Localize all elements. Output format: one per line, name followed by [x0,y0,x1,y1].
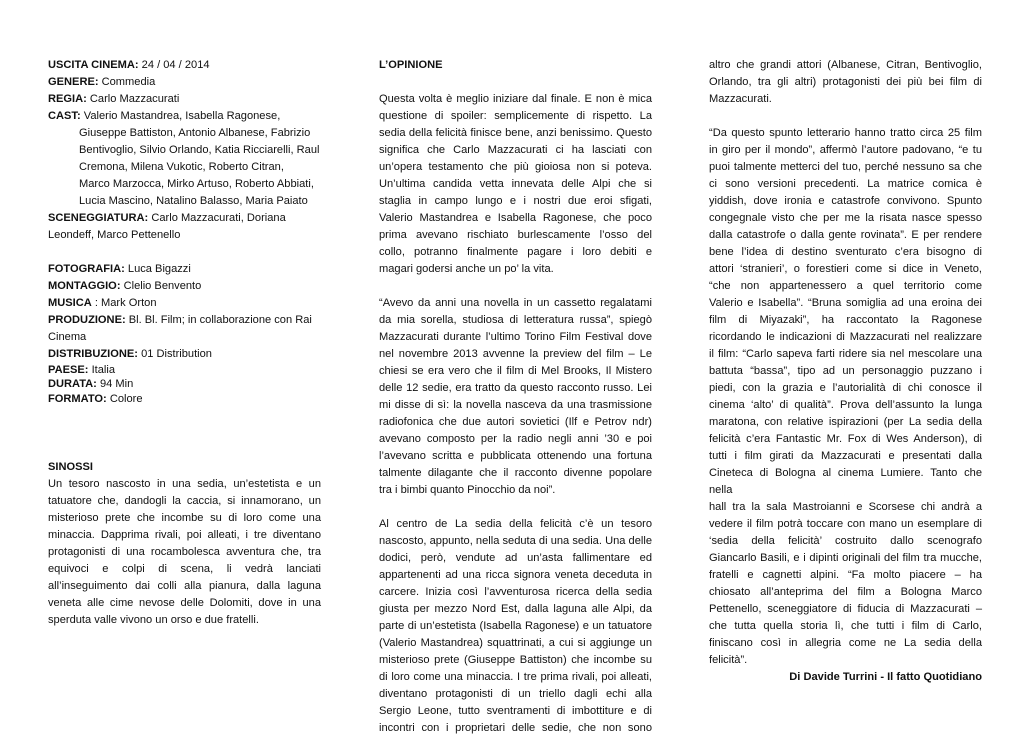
sinossi-line: all’inseguimento dai colli alla pianura, dalla laguna [48,580,321,592]
sinossi-line: minaccia. Dapprima rivali, poi alleati, i tre diventano [48,529,321,541]
text-line: congegnale visto che per me la risata nasce spesso [709,212,982,224]
text-line: “Da questo spunto letterario hanno tratto circa 25 film [709,127,982,139]
text-line: Valerio Mastandrea e Isabella Ragonese, che poco [379,212,652,224]
text-line: sedia della felicità finisce bene, anzi benissimo. Questo [379,127,652,139]
sinossi-line: tatuatore che, dandogli la caccia, si innamorano, un [48,495,321,507]
text-line: felicità c’era Fantastic Mr. Fox di Wes Anderson), di [709,433,982,445]
text-line: mi disse di sì: la novella nasceva da una trasmissione [379,399,652,411]
text-line: che tutta quella storia lì, che tutti i film di Carlo, [709,620,982,632]
credit-distribuzione: DISTRIBUZIONE: 01 Distribution [48,348,212,360]
text-line: hall tra la sala Mastroianni e Scorsese chi andrà a [709,501,982,513]
paragraph-2 [379,295,652,499]
credit-sceneggiatura-line2: Leondeff, Marco Pettenello [48,229,181,241]
text-line: nascosto, appunto, nella seduta di una sedia. Una delle [379,535,652,547]
text-line: yiddish, dove ironia e catastrofe convivono. Spunto [709,195,982,207]
text-line: da mia sorella, studiosa di letteratura russa”, spiegò [379,314,652,326]
text-line: Al centro de La sedia della felicità c’è un tesoro [379,518,652,530]
sinossi-line: misterioso prete che incombe su di loro come una [48,512,321,524]
text-line: ci sono versioni precedenti. La matrice comica è [709,178,982,190]
text-line: avevano composto per la radio negli anni ’30 e poi [379,433,652,445]
text-line: fratelli e cagnetti alpini. “Fa molto piacere – ha [709,569,982,581]
text-line: tutti i film girati da Mazzacurati e presentati dalla [709,450,982,462]
paragraph-3 [379,516,652,737]
credit-durata: DURATA: 94 Min [48,378,134,390]
credit-cast: CAST: Valerio Mastandrea, Isabella Ragonese, [48,110,281,122]
credit-uscita: USCITA CINEMA: 24 / 04 / 2014 [48,59,210,71]
credit-paese: PAESE: Italia [48,364,115,376]
credits-column [48,57,321,629]
text-line: di loro come una minaccia. I tre prima rivali, poi alleati, [379,671,652,683]
text-line: incontri con i proprietari delle sedie, che non sono [379,722,652,734]
text-line: dalla catastrofe o dalla gente rovinata”. E per rendere [709,229,982,241]
text-line: il film: “Carlo sapeva farti ridere sia nel mescolare una [709,348,982,360]
text-line: significa che Carlo Mazzacurati ci ha lasciati con [379,144,652,156]
paragraph-5 [709,125,982,669]
text-line: “che non appartenessero a quel territorio come [709,280,982,292]
text-line: (Valerio Mastandrea) squattrinati, a cui si aggiunge un [379,637,652,649]
cast-line: Giuseppe Battiston, Antonio Albanese, Fabrizio [79,127,311,139]
cast-line: Bentivoglio, Silvio Orlando, Katia Ricciarelli, Raul [79,144,320,156]
text-line: vedere il film potrà toccare con mano un esemplare di [709,518,982,530]
opinione-heading: L’OPINIONE [379,59,443,71]
credit-produzione-line2: Cinema [48,331,87,343]
text-line: puoi talmente metterci del tuo, perché nessuno sa che [709,161,982,173]
text-line: collo, potranno finalmente pagare i loro debiti e [379,246,652,258]
sinossi-heading: SINOSSI [48,461,94,473]
text-line: Un’ultima candida vetta innevata delle Alpi che si [379,178,652,190]
text-line: carcere. Inizia così l’avventurosa ricerca della sedia [379,586,652,598]
text-line: chiesi se era vero che il film di Mel Brooks, Il Mistero [379,365,652,377]
text-line: dodici, però, vendute ad un’asta fallimentare ed [379,552,652,564]
text-line: finiscano così in allegria come ne La sedia della [709,637,982,649]
cast-line: Lucia Mascino, Natalino Balasso, Maria Paiato [79,195,308,207]
text-line: attori ‘stranieri’, o forestieri come si dice in Veneto, [709,263,982,275]
text-line: radiofonica che due autori sovietici (Ilf e Petrov ndr) [379,416,652,428]
text-line: cinema ‘alto’ di qualità”. Prova dell’assunto la lunga [709,399,982,411]
text-line: film di Miyazaki”, ha raccontato la Ragonese [709,314,982,326]
text-line: Giancarlo Basili, e i dipinti originali del film tra mucche, [709,552,982,564]
text-line: altro che grandi attori (Albanese, Citran, Bentivoglio, [709,59,982,71]
sinossi-line: equivoci e colpi di scena, li vedrà lanciati [48,563,321,575]
signature: Di Davide Turrini - Il fatto Quotidiano [789,671,982,683]
text-line: Orlando, tra gli altri) protagonisti dei più bei film di [709,76,982,88]
text-line: ‘sedia della felicità’ costruito dallo scenografo [709,535,982,547]
credit-produzione: PRODUZIONE: Bl. Bl. Film; in collaborazione con Rai [48,314,312,326]
text-line: maratona, con relative ispirazioni (per La sedia della [709,416,982,428]
text-line: Sergio Leone, tutto sventramenti di imbottiture e di [379,705,652,717]
text-line: in giro per il mondo”, affermò l’autore padovano, “e tu [709,144,982,156]
credit-fotografia: FOTOGRAFIA: Luca Bigazzi [48,263,191,275]
text-line: ricordando le indicazioni di Mazzacurati nel realizzare [709,331,982,343]
text-line: misterioso prete (Giuseppe Battiston) che incombe su [379,654,652,666]
credit-montaggio: MONTAGGIO: Clelio Benvento [48,280,202,292]
text-line: talmente dilagante che il racconto divenne popolare [379,467,652,479]
text-line: Valerio e Isabella”. “Bruna somiglia ad una eroina dei [709,297,982,309]
text-line: chiosato all’anteprima del film a Bologna Marco [709,586,982,598]
credit-regia: REGIA: Carlo Mazzacurati [48,93,180,105]
text-line: parte di un’estetista (Isabella Ragonese) e un tatuatore [379,620,652,632]
text-line: Questa volta è meglio iniziare dal finale. E non è mica [379,93,652,105]
text-line: delle 12 sedie, era tratto da questo racconto russo. Lei [379,382,652,394]
text-line: tra i bimbi quanto Pinocchio da noi”. [379,484,556,496]
paragraph-1 [379,91,652,278]
text-line: un’opera testamento che più gioiosa non si poteva. [379,161,652,173]
text-line: felicità”. [709,654,748,666]
credit-formato: FORMATO: Colore [48,393,143,405]
text-line: Cineteca di Bologna al cinema Lumiere. Tanto che nella [709,467,982,496]
text-line: prima avevano rischiato burlescamente l’osso del [379,229,652,241]
text-line: questione di spoiler: semplicemente di rispetto. La [379,110,652,122]
credit-genere: GENERE: Commedia [48,76,156,88]
text-line: nel novembre 2013 avvenne la preview del film – Le [379,348,652,360]
sinossi-line: veneta alle cime nevose delle Dolomiti, dove in una [48,597,321,609]
text-line: battuta “bassa”, tipo ad un personaggio puzzano i [709,365,982,377]
text-line: appartenenti ad una ricca signora veneta deceduta in [379,569,652,581]
text-line: Mazzacurati durante l’ultimo Torino Film Festival dove [379,331,652,343]
text-line: piedi, con la grazia e l’autorialità di chi conosce il [709,382,982,394]
sinossi-line: Un tesoro nascosto in una sedia, un’estetista e un [48,478,321,490]
text-line: Mazzacurati. [709,93,772,105]
sinossi-line: protagonisti di una rocambolesca avventura che, tra [48,546,321,558]
text-line: “Avevo da anni una novella in un cassetto regalatami [379,297,652,309]
cast-line: Marco Marzocca, Mirko Artuso, Roberto Abbiati, [79,178,314,190]
text-line: diventano protagonisti di un triello dagli echi alla [379,688,652,700]
text-line: l’avevano scritta e pubblicata ottenendo una fortuna [379,450,652,462]
sinossi-line: sperduta valle vivono un orso e due fratelli. [48,614,259,626]
opinione-column [379,57,652,737]
credit-sceneggiatura: SCENEGGIATURA: Carlo Mazzacurati, Doriana [48,212,286,224]
opinione-continued-column [709,57,982,686]
text-line: giusta per mezzo Nord Est, dalla laguna alle Alpi, da [379,603,652,615]
credit-musica: MUSICA : Mark Orton [48,297,157,309]
cast-line: Cremona, Milena Vukotic, Roberto Citran, [79,161,284,173]
text-line: bene l’idea di destino sventurato c’era bisogno di [709,246,982,258]
text-line: staglia in campo lungo e i nostri due eroi sfigati, [379,195,652,207]
text-line: Pettenello, sceneggiatore di fiducia di Mazzacurati – [709,603,982,615]
text-line: magari godersi anche un po’ la vita. [379,263,554,275]
paragraph-4 [709,57,982,108]
